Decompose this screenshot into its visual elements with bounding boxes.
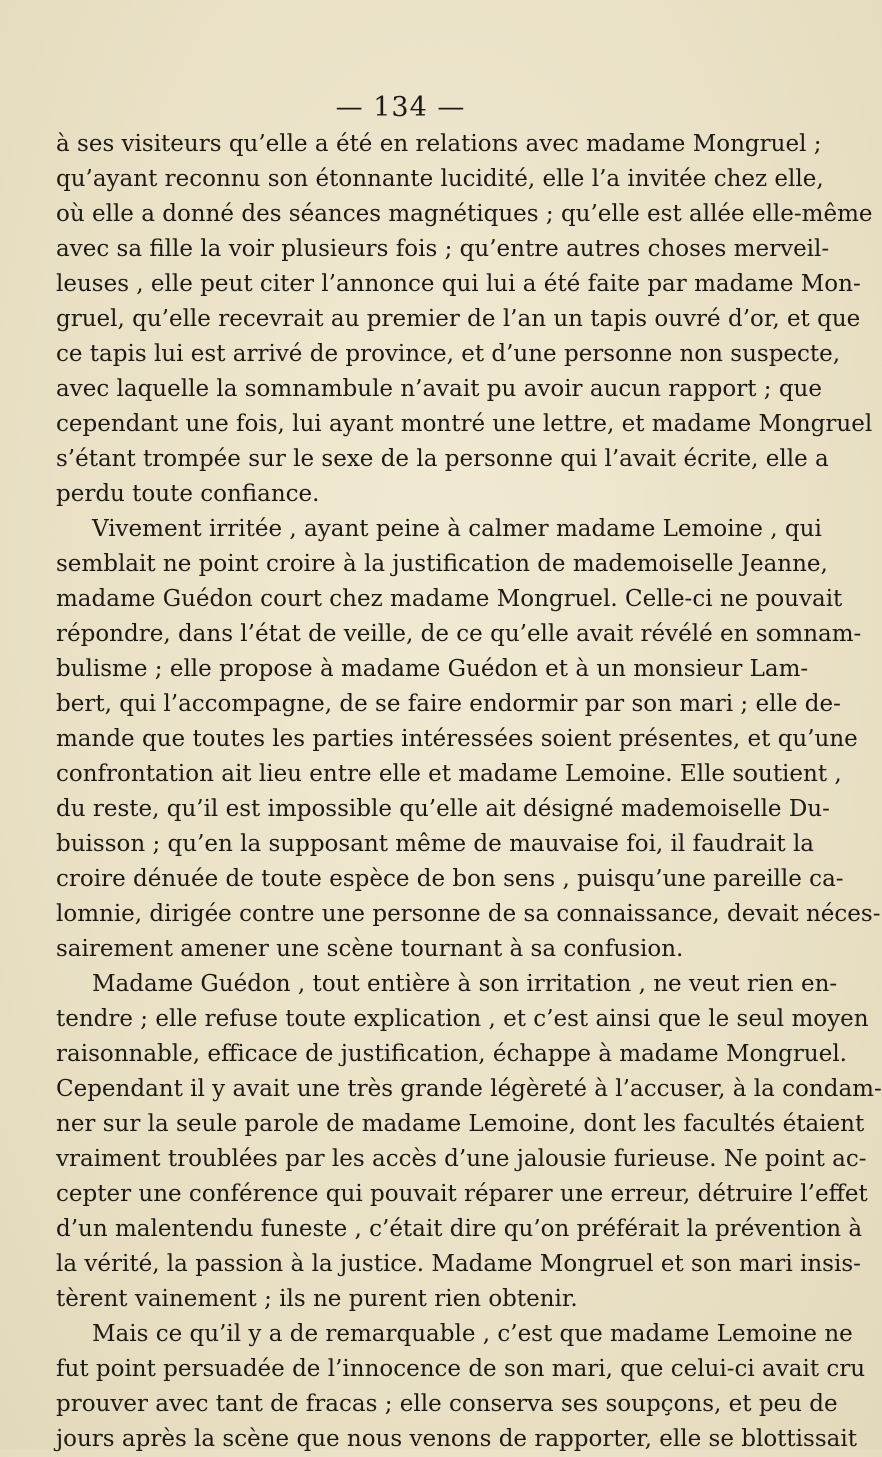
text-line: fut point persuadée de l’innocence de son mari, que celui-ci avait cru — [56, 1356, 866, 1382]
text-line: cependant une fois, lui ayant montré une lettre, et madame Mongruel — [56, 411, 873, 437]
text-line: bert, qui l’accompagne, de se faire endormir par son mari ; elle de- — [56, 691, 841, 717]
text-line: leuses , elle peut citer l’annonce qui lui a été faite par madame Mon- — [56, 271, 861, 297]
text-line: madame Guédon court chez madame Mongruel. Celle-ci ne pouvait — [56, 586, 843, 612]
text-line: à ses visiteurs qu’elle a été en relations avec madame Mongruel ; — [56, 131, 822, 157]
text-line: Cependant il y avait une très grande légèreté à l’accuser, à la condam- — [56, 1076, 882, 1102]
text-line: croire dénuée de toute espèce de bon sens , puisqu’une pareille ca- — [56, 866, 844, 892]
text-line: Mais ce qu’il y a de remarquable , c’est que madame Lemoine ne — [92, 1321, 853, 1347]
text-line: s’étant trompée sur le sexe de la personne qui l’avait écrite, elle a — [56, 446, 829, 472]
text-line: qu’ayant reconnu son étonnante lucidité, elle l’a invitée chez elle, — [56, 166, 824, 192]
text-line: vraiment troublées par les accès d’une jalousie furieuse. Ne point ac- — [56, 1146, 867, 1172]
text-line: tèrent vainement ; ils ne purent rien obtenir. — [56, 1286, 578, 1312]
text-line: Madame Guédon , tout entière à son irritation , ne veut rien en- — [92, 971, 838, 997]
text-line: sairement amener une scène tournant à sa confusion. — [56, 936, 684, 962]
text-line: ner sur la seule parole de madame Lemoine, dont les facultés étaient — [56, 1111, 865, 1137]
text-line: Vivement irritée , ayant peine à calmer madame Lemoine , qui — [92, 516, 822, 542]
text-line: buisson ; qu’en la supposant même de mauvaise foi, il faudrait la — [56, 831, 815, 857]
text-line: mande que toutes les parties intéressées soient présentes, et qu’une — [56, 726, 858, 752]
text-line: gruel, qu’elle recevrait au premier de l’an un tapis ouvré d’or, et que — [56, 306, 861, 332]
text-line: jours après la scène que nous venons de rapporter, elle se blottissait — [56, 1426, 857, 1452]
text-line: ce tapis lui est arrivé de province, et d’une personne non suspecte, — [56, 341, 841, 367]
text-line: lomnie, dirigée contre une personne de sa connaissance, devait néces- — [56, 901, 881, 927]
text-line: où elle a donné des séances magnétiques ; qu’elle est allée elle-même — [56, 201, 873, 227]
text-line: du reste, qu’il est impossible qu’elle ait désigné mademoiselle Du- — [56, 796, 830, 822]
text-line: prouver avec tant de fracas ; elle conserva ses soupçons, et peu de — [56, 1391, 838, 1417]
text-line: répondre, dans l’état de veille, de ce qu’elle avait révélé en somnam- — [56, 621, 862, 647]
text-line: la vérité, la passion à la justice. Madame Mongruel et son mari insis- — [56, 1251, 861, 1277]
text-line: avec laquelle la somnambule n’avait pu avoir aucun rapport ; que — [56, 376, 822, 402]
text-line: perdu toute confiance. — [56, 481, 320, 507]
text-line: tendre ; elle refuse toute explication , et c’est ainsi que le seul moyen — [56, 1006, 869, 1032]
text-line: confrontation ait lieu entre elle et madame Lemoine. Elle soutient , — [56, 761, 842, 787]
text-line: semblait ne point croire à la justification de mademoiselle Jeanne, — [56, 551, 828, 577]
text-line: cepter une conférence qui pouvait réparer une erreur, détruire l’effet — [56, 1181, 868, 1207]
page-number: — 134 — — [335, 92, 466, 123]
body-text — [56, 127, 882, 1457]
text-line: d’un malentendu funeste , c’était dire qu’on préférait la prévention à — [56, 1216, 863, 1242]
text-line: bulisme ; elle propose à madame Guédon et à un monsieur Lam- — [56, 656, 809, 682]
text-line: avec sa fille la voir plusieurs fois ; qu’entre autres choses merveil- — [56, 236, 830, 262]
text-line: raisonnable, efficace de justification, échappe à madame Mongruel. — [56, 1041, 847, 1067]
